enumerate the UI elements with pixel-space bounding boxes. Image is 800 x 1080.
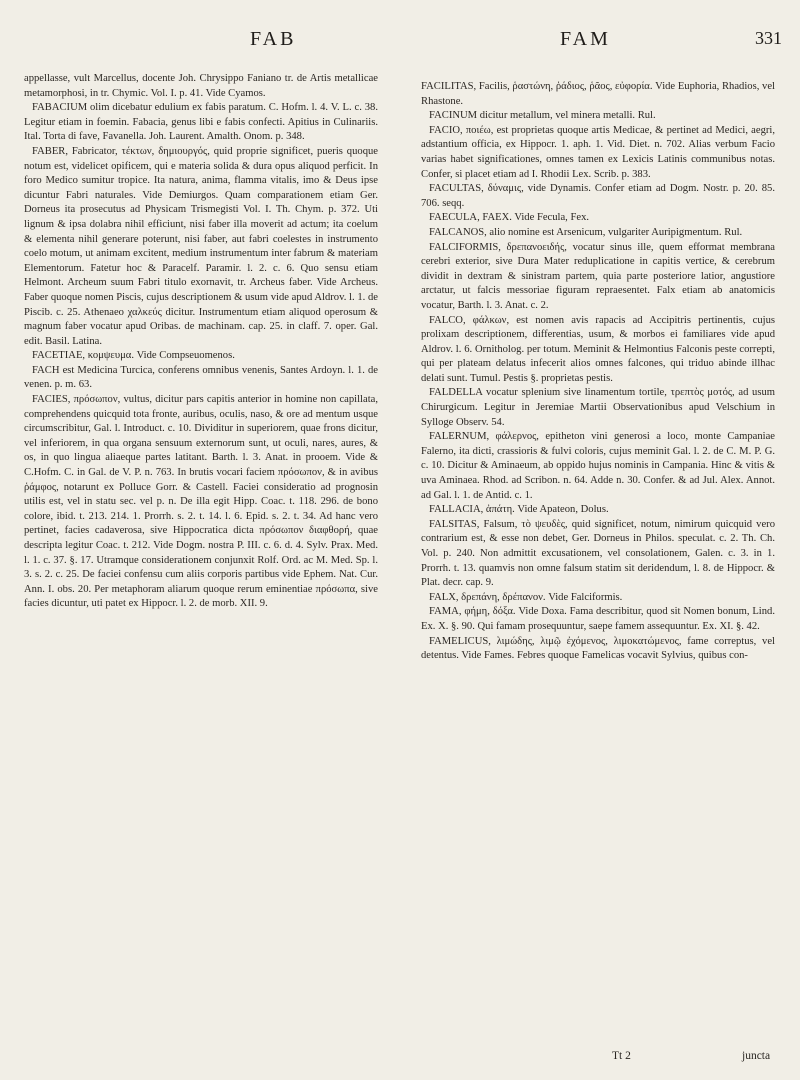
running-header-left: FAB <box>250 28 297 50</box>
entry-paragraph: FAMELICUS, λιμώδης, λιμῷ ἐχόμενος, λιμοκατώμενος, fame correptus, vel detentus. Vide Fames. Febres quoque Famelicas vocavit Sylvius, quibus con- <box>421 635 775 662</box>
entry-paragraph: FACH est Medicina Turcica, conferens omnibus venenis, Santes Ardoyn. l. 1. de venen. p. m. 63. <box>24 364 378 391</box>
entry-paragraph: appellasse, vult Marcellus, docente Joh. Chrysippo Faniano tr. de Artis metallicae metamorphosi, in tr. Chymic. Vol. I. p. 41. Vide Cyamos. <box>24 73 378 99</box>
entry-paragraph: FAECULA, FAEX. Vide Fecula, Fex. <box>429 212 590 224</box>
entry-paragraph: FALCO, φάλκων, est nomen avis rapacis ad Accipitris pertinentis, cujus prolixam descriptionem, differentias, usum, & morbos ei familiares vide apud Aldrov. l. 6. Ornitholog. per totum. Meminit & Helmontius Falconis peste correpti, qui per plateam delatus infecerit alios omnes falcones, qui triduo abinde illhac delati sunt. Tumul. Pestis §. proprietas pestis. <box>421 314 775 384</box>
entry-paragraph: FALERNUM, φάλερνος, epitheton vini generosi a loco, monte Campaniae Falerno, ita dicti, crassioris & fulvi coloris, cujus meminit Gal. l. 2. de C. M. P. G. c. 10. Dicitur & Aminaeum, ab oppido hujus nominis in Campania. Hinc & vitis & uva Aminaea. Rhod. ad Scribon. n. 64. Adde n. 30. Confer. & ad Jul. Alex. Annot. ad Gal. l. 1. de Antid. c. 1. <box>421 431 775 501</box>
entry-paragraph: FACILITAS, Facilis, ῥαστώνη, ῥάδιος, ῥᾶος, εὐφορία. Vide Euphoria, Rhadios, vel Rhastone. <box>421 81 775 107</box>
entry-paragraph: FALCIFORMIS, δρεπανοειδής, vocatur sinus ille, quem efformat membrana cerebri exterior, sive Dura Mater reduplicatione in capitis vertice, & cerebrum dividit in dextram & sinistram partem, quia parte posteriore latior, angustiore arctatur, ut falcis messoriae figuram repraesentet. Falx etiam ab anatomicis vocatur, Barth. l. 3. Anat. c. 2. <box>421 241 775 311</box>
entry-paragraph: FACIES, πρόσωπον, vultus, dicitur pars capitis anterior in homine non capillata, comprehendens quicquid tota fronte, auribus, oculis, naso, & ore ad mentum usque circumscribitur, Gal. l. Introduct. c. 10. Dividitur in superiorem, quae frons dicitur, vel inferiorem, in qua organa sensuum externorum sunt, ut oculi, nares, aures, & os, in quo lingua aliaeque partes latitant. Barth. l. 3. Anat. in prooem. Vide & C.Hofm. C. in Gal. de V. P. n. 763. In brutis vocari faciem πρόσωπον, & in avibus ῥάμφος, notarunt ex Polluce Gorr. & Castell. Faciei consideratio ad prognosin utilis est, vel in statu sec. vel p. n. De illa egit Hipp. Coac. t. 118. 296. de bono colore, ibid. t. 213. 214. 1. Prorrh. s. 2. t. 14. l. 6. Epid. s. 2. t. 34. Ad hanc vero pertinet, facies cadaverosa, sive Hippocratica dicta πρόσωπον διαφθορή, quae descripta legitur Coac. t. 212. Vide Dogm. nostra P. III. c. 6. d. 4. Sylv. Prax. Med. l. 1. c. 37. §. 17. Utramque considerationem conjunxit Rolf. Ord. ac M. Med. Sp. l. 3. s. 2. c. 25. De faciei confensu cum aliis corporis partibus vide Ephem. Nat. Cur. Ann. I. obs. 20. Per metaphoram aliarum quoque rerum eminentiae πρόσωπα, sive facies dicuntur, uti patet ex Hippocr. l. 2. de morb. XII. 9. <box>24 394 378 610</box>
running-header-right: FAM <box>560 28 611 50</box>
signature-mark: Tt 2 <box>612 1050 631 1062</box>
catchword: juncta <box>742 1050 771 1062</box>
entry-paragraph: FALCANOS, alio nomine est Arsenicum, vulgariter Auripigmentum. Rul. <box>429 226 743 238</box>
entry-paragraph: FACETIAE, κομψευμα. Vide Compseuomenos. <box>32 350 235 362</box>
entry-paragraph: FACIO, ποιέω, est proprietas quoque artis Medicae, & pertinet ad Medici, aegri, adstantium officia, ex Hippocr. 1. aph. 1. Vid. Diet. n. 702. Alias verbum Facio varias habet significationes, omnes tamen ex Lexicis Latinis communibus notas. Confer, si placet etiam ad I. Rhodii Lex. Scrib. p. 383. <box>421 124 775 180</box>
entry-paragraph: FALSITAS, Falsum, τὸ ψευδὲς, quid significet, notum, nimirum quicquid vero contrarium est, & esse non debet, Ger. Dorneus in Philos. speculat. c. 2. Th. Ch. Vol. p. 240. Non admittit excusationem, vel consolationem, Galen. c. 3. in 1. Prorrh. t. 13. quamvis non omne falsum statim sit deridendum, l. 8. de Hippocr. & Plat. decr. cap. 9. <box>421 518 775 589</box>
entry-paragraph: FABACIUM olim dicebatur edulium ex fabis paratum. C. Hofm. l. 4. V. L. c. 38. Legitur etiam in foemin. Fabacia, genus libi e fabis confecti. Apitius in Culinariis. Ital. Torta di fave, Favanella. Joh. Laurent. Amalth. Onom. p. 348. <box>24 102 378 143</box>
entry-paragraph: FALLACIA, ἀπάτη. Vide Apateon, Dolus. <box>429 504 609 516</box>
entry-paragraph: FAMA, φήμη, δόξα. Vide Doxa. Fama describitur, quod sit Nomen bonum, Lind. Ex. X. §. 90. Qui famam prosequuntur, saepe famem assequuntur. Ex. XI. §. 42. <box>421 606 775 632</box>
entry-paragraph: FALX, δρεπάνη, δρέπανον. Vide Falciformis. <box>429 591 623 603</box>
entry-paragraph: FABER, Fabricator, τέκτων, δημιουργός, quid proprie significet, pueris quoque notum est, videlicet opificem, qui e materia solida & dura opus aliquod perficit. In foro Medico sumitur tropice. Ita natura, anima, flamma vitalis, imo & Deus ipse dicuntur Fabri naturales. Vide Demiurgos. Quam comparationem etiam Ger. Dorneus ita prosecutus ad Physicam Trismegisti Vol. I. Th. Chym. p. 372. Uti lignum & ipsa dolabra nihil efficiunt, nisi faber illa moverit ad actum; ita coelum & elementa nihil generare poterunt, nisi faber, aut fabri coelestes in instrumento coelo motum, ut animam excitent, medium instrumentum inter fabrum & materiam Elementorum. Fatetur hoc & Paracelf. Paramir. l. 2. c. 6. Quo sensu etiam Helmont. Archeum suum Fabri titulo exornavit, tr. Archeus faber. Vide Archeus. Faber quoque nomen Piscis, cujus descriptionem & usum vide apud Aldrov. l. 1. de Piscib. c. 25. Athenaeo χαλκεύς dicitur. Instrumentum etiam aliquod operosum & magnum faber vocatur apud Oribas. de machinam. cap. 25. in claff. 7. oper. Gal. edit. Basil. Latina. <box>24 145 378 347</box>
entry-paragraph: FACULTAS, δύναμις, vide Dynamis. Confer etiam ad Dogm. Nostr. p. 20. 85. 706. seqq. <box>421 183 775 209</box>
left-text-column <box>24 72 378 612</box>
right-text-column <box>421 80 775 664</box>
page-number: 331 <box>755 28 782 48</box>
entry-paragraph: FALDELLA vocatur splenium sive linamentum tortile, τρεπτὸς μοτός, ad usum Chirurgicum. Legitur in Jeremiae Martii Observationibus apud Velschium in Sylloge Observ. 54. <box>421 387 775 428</box>
entry-paragraph: FACINUM dicitur metallum, vel minera metalli. Rul. <box>429 110 656 122</box>
